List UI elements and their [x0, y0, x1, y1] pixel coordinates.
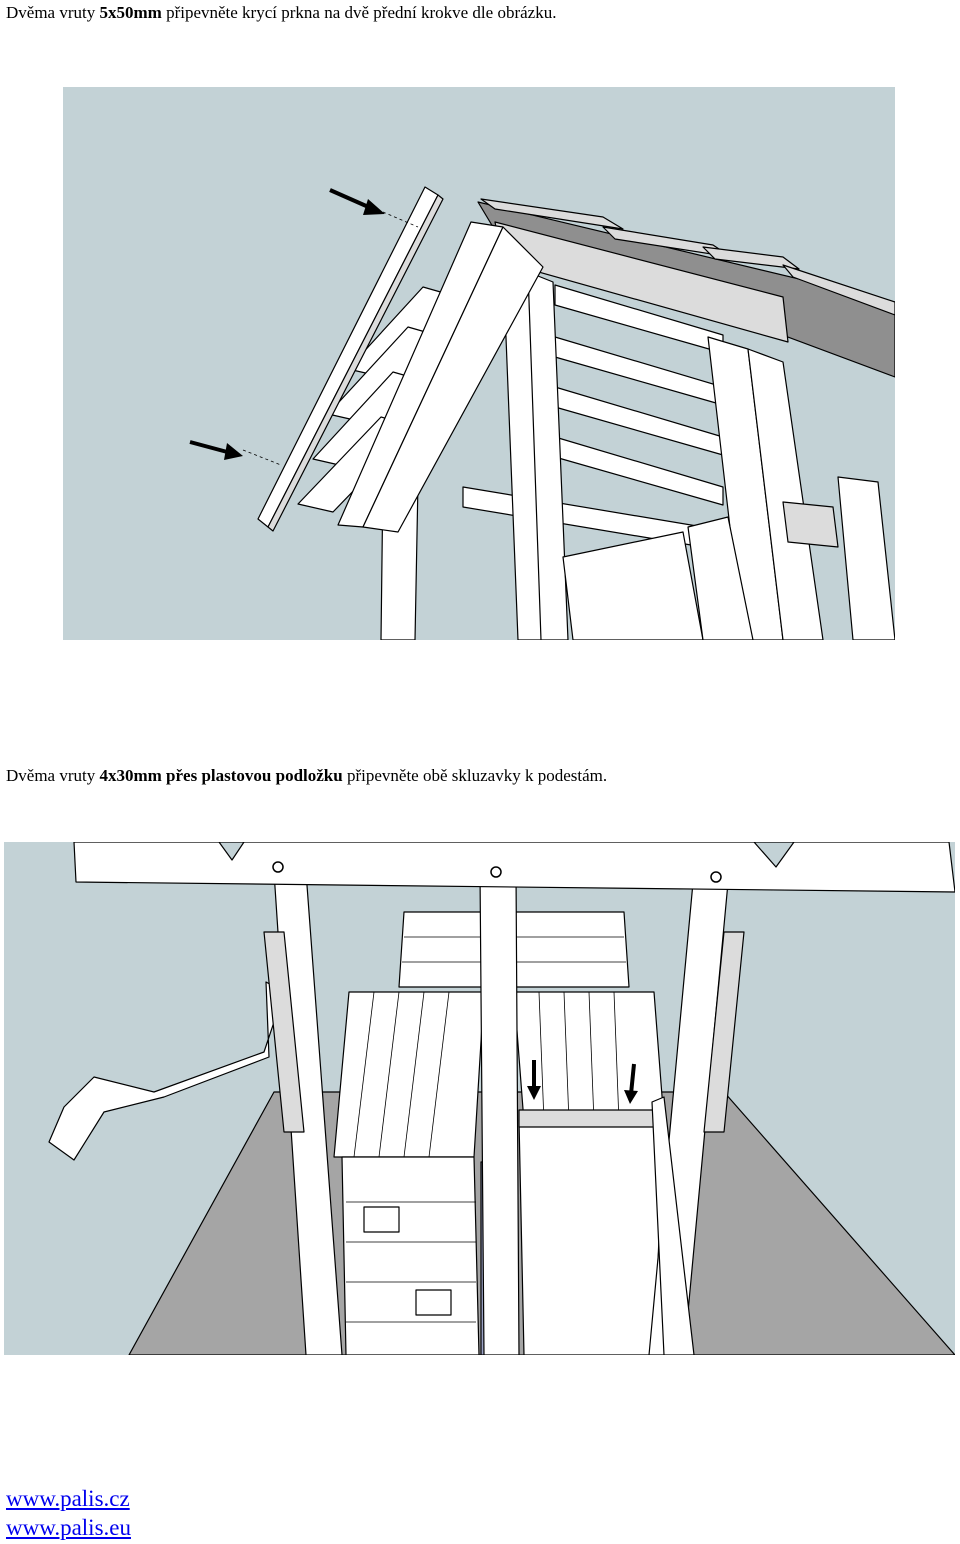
step2-suffix: připevněte obě skluzavky k podestám.: [342, 766, 608, 785]
step2-prefix: Dvěma vruty: [6, 766, 100, 785]
center-slide: [519, 1120, 664, 1355]
step1-screw-size: 5x50mm: [99, 3, 162, 22]
roof-assembly-illustration: [63, 87, 895, 640]
wall-panel: [783, 502, 838, 547]
step1-prefix: Dvěma vruty: [6, 3, 100, 22]
left-deck: [334, 992, 484, 1157]
slide-lip: [519, 1110, 664, 1127]
right-deck: [514, 992, 664, 1122]
post: [480, 872, 519, 1355]
link-palis-eu[interactable]: www.palis.eu: [6, 1515, 131, 1540]
step1-suffix: připevněte krycí prkna na dvě přední krokve dle obrázku.: [161, 3, 557, 22]
box-handle: [416, 1290, 451, 1315]
step2-instruction: [6, 766, 607, 786]
slide-assembly-illustration: [4, 842, 955, 1355]
footer-links: [6, 1484, 131, 1542]
storage-box: [342, 1157, 479, 1355]
link-palis-cz[interactable]: www.palis.cz: [6, 1486, 130, 1511]
step1-instruction: [6, 3, 556, 23]
box-handle: [364, 1207, 399, 1232]
step2-screw-and-washer: 4x30mm přes plastovou podložku: [99, 766, 343, 785]
